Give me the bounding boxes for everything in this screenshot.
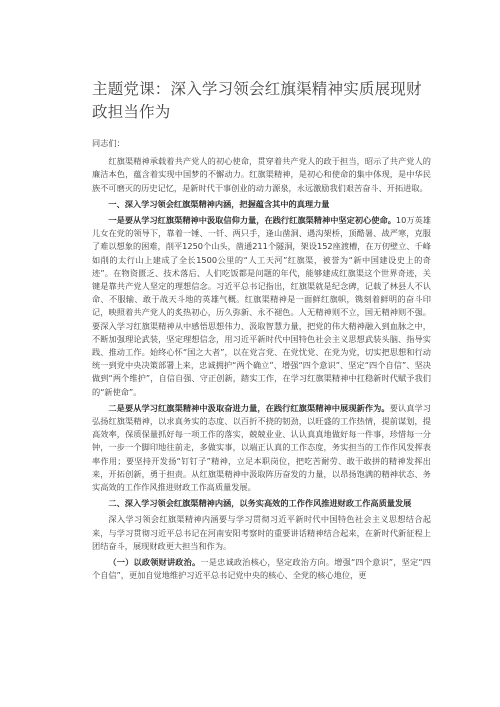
section-1-paragraph-1 bbox=[92, 214, 431, 399]
section-1-point-2-text: 要认真学习弘扬红旗渠精神，以求真务实的态度、以百折不挠的韧劲，以旺盛的工作热情，提前谋划，提高效率，保质保量抓好每一项工作的落实，兢兢业业、认认真真地做好每一件事，珍惜每一分钟，一步一个脚印地往前走，多做实事，以端正认真的工作态度，务实担当的工作作风发挥表率作用；要坚持开发扬“钉钉子”精神，立足本职岗位，把吃苦耐劳、敢干敢拼的精神发挥出来，开拓创新，勇于担责。从红旗渠精神中汲取阵历奋发的力量，以昂扬饱满的精神状态、务实高效的工作作风推进财政工作高质量发展。 bbox=[92, 402, 431, 493]
section-1-point-2-lead: 二是要从学习红旗渠精神中汲取奋进力量，在践行红旗渠精神中展现新作为。 bbox=[108, 402, 390, 413]
section-1-point-1-text: 10万英雄儿女在党的领导下，靠着一锤、一钎、两只手，逢山凿洞、遇沟架桥，顶酷暑、战严寒，克服了难以想象的困难，削平1250个山头，凿通211个隧洞，架设152座渡槽，在万仞壁立、千峰如削的太行山上建成了全长1500公里的“人工天河”红旗渠，被誉为“新中国建设史上的奇迹”。在物资匮乏、技术落后、人们吃饭都是问题的年代，能够建成红旗渠这个世界奇迹，关键是靠共产党人坚定的理想信念。习近平总书记指出，红旗渠就是纪念碑，记载了林县人不认命、不服输、敢于战天斗地的英雄气概。红旗渠精神是一面鲜红旗帜，镌刻着鲜明的奋斗印记，映照着共产党人的炙热初心，历久弥新、永不褪色。人无精神则不立，国无精神则不强。要深入学习红旗渠精神从中感悟思想伟力、汲取智慧力量，把党的伟大精神融入到血脉之中，不断加强理论武装，坚定理想信念，用习近平新时代中国特色社会主义思想武装头脑、指导实践、推动工作。始终心怀“国之大者”，以在党言党、在党忧党、在党为党，切实把思想和行动统一到党中央决策部署上来，忠诚拥护“两个确立”、增强“四个意识”、坚定“四个自信”、坚决做到“两个维护”，自信自强、守正创新，踏实工作，在学习红旗渠精神中扛稳新时代赋予我们的“新使命”。 bbox=[92, 215, 431, 397]
section-1-heading: 一、深入学习领会红旗渠精神内涵，把握蕴含其中的真理力量 bbox=[108, 198, 330, 209]
section-2-heading: 二、深入学习领会红旗渠精神内涵，以务实高效的工作作风推进财政工作高质量发展 bbox=[108, 498, 412, 509]
section-2-point-1-lead: （一）以政领财讲政治。 bbox=[108, 557, 201, 568]
section-1-point-1-lead: 一是要从学习红旗渠精神中汲取信仰力量，在践行红旗渠精神中坚定初心使命。 bbox=[108, 215, 396, 226]
greeting: 同志们： bbox=[92, 138, 125, 148]
intro-paragraph: 红旗渠精神承载着共产党人的初心使命，贯穿着共产党人的政于担当，昭示了共产党人的廉洁本色，蕴含着实现中国梦的不懈动力。红旗渠精神，是初心和使命的集中体现，是中华民族不可磨灭的历史记忆，是新时代干事创业的动力源泉，永远激励我们艰苦奋斗、开拓进取。 bbox=[92, 156, 431, 193]
document-body bbox=[92, 137, 431, 583]
section-2-paragraph-1: 深入学习领会红旗渠精神内涵要与学习贯彻习近平新时代中国特色社会主义思想结合起来，与学习贯彻习近平总书记在河南安阳考察时的重要讲话精神结合起来，在新时代新征程上团结奋斗，展现财政更大担当和作为。 bbox=[92, 514, 431, 551]
section-2-paragraph-2 bbox=[92, 556, 431, 582]
section-1-paragraph-2 bbox=[92, 402, 431, 494]
document-title: 主题党课：深入学习领会红旗渠精神实质展现财政担当作为 bbox=[92, 80, 422, 121]
section-2-point-1-text: 一是忠诚政治核心，坚定政治方向。增强“四个意识”，坚定“四个自信”，更加自觉地维护习近平总书记党中央的核心、全党的核心地位，更 bbox=[92, 557, 431, 581]
